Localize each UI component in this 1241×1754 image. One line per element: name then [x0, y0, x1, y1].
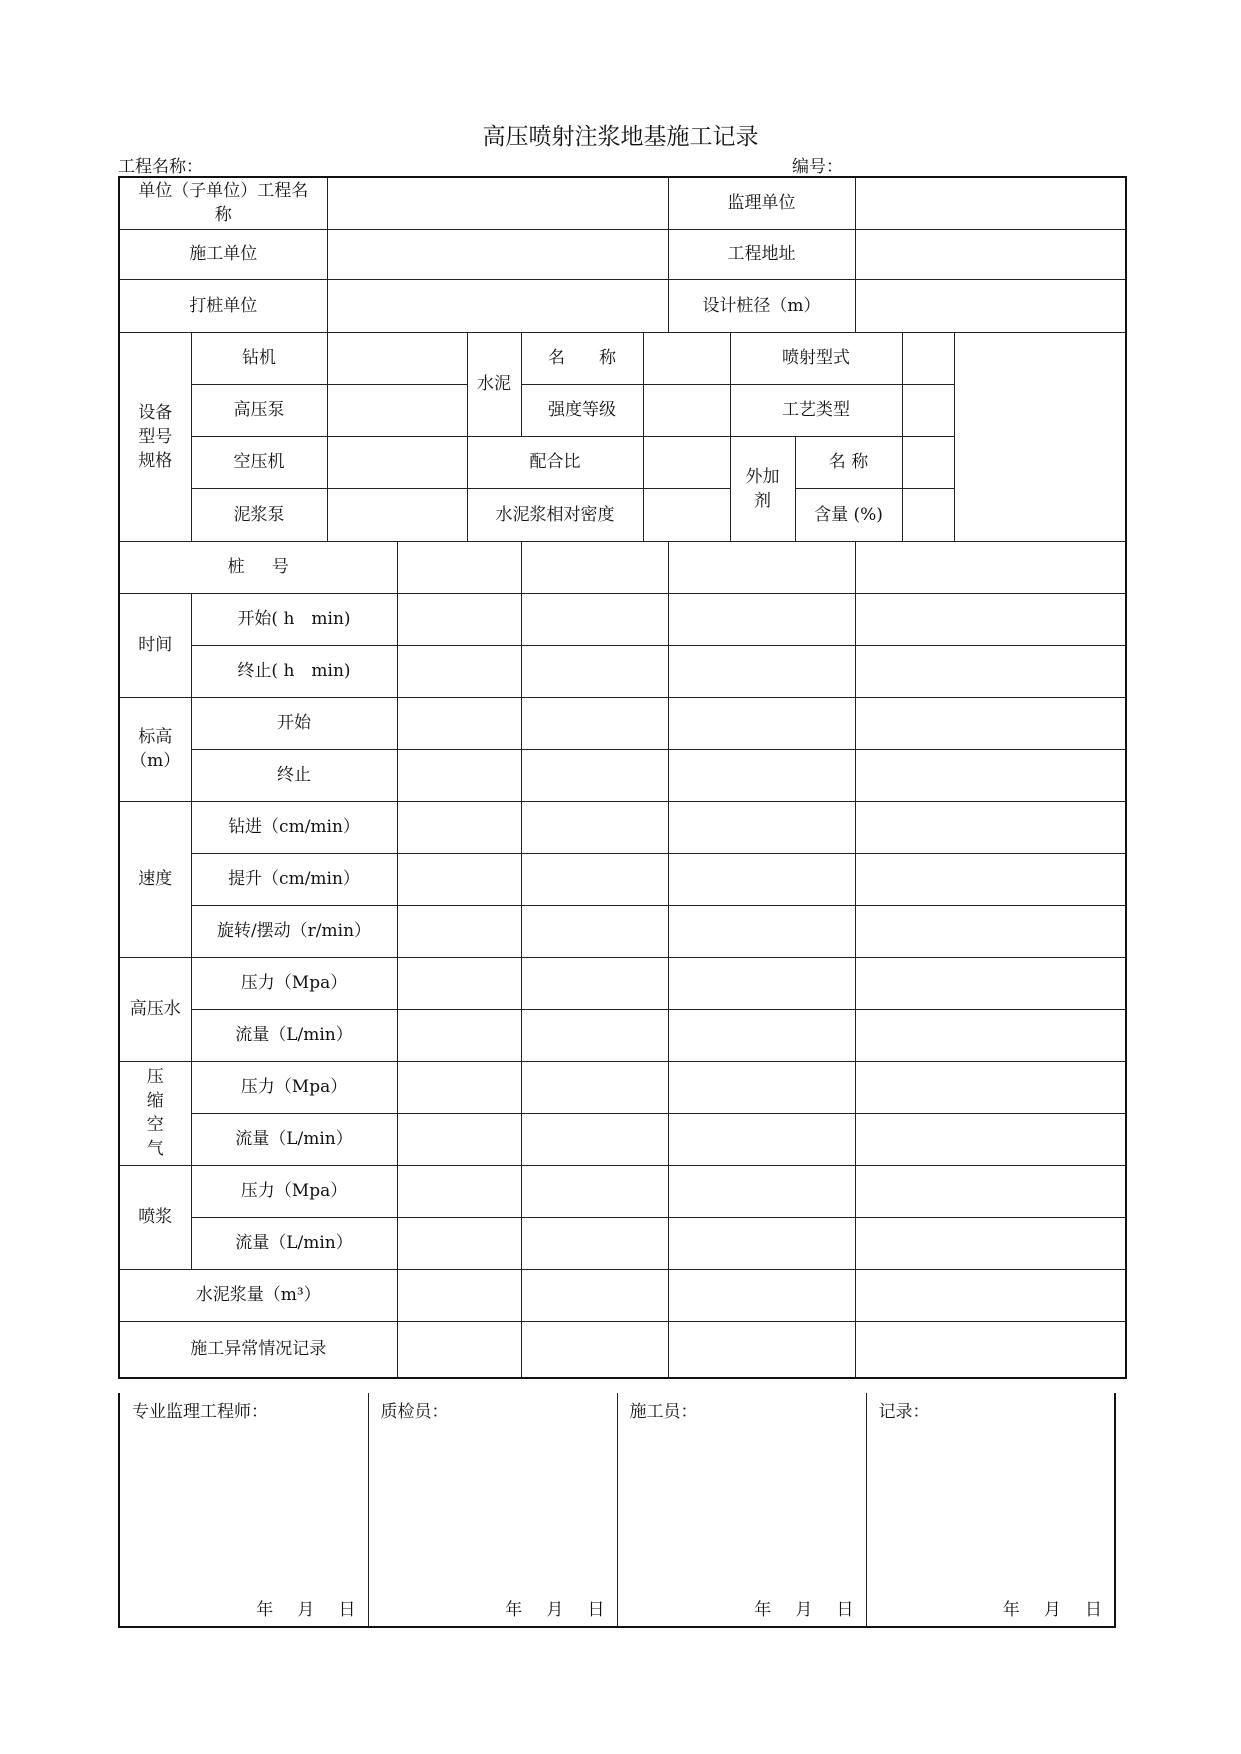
- drill-in-speed-cell-1[interactable]: [397, 801, 521, 853]
- process-type-value[interactable]: [902, 384, 954, 436]
- slurry-volume-cell-1[interactable]: [397, 1269, 521, 1321]
- water-pressure-cell-3[interactable]: [668, 957, 855, 1009]
- piling-unit-label: 打桩单位: [119, 279, 327, 332]
- rotate-speed-label: 旋转/摆动（r/min）: [191, 905, 397, 957]
- drill-label: 钻机: [191, 332, 327, 384]
- water-flow-cell-4[interactable]: [855, 1009, 1126, 1061]
- admixture-content-value[interactable]: [902, 488, 954, 541]
- project-name-label: 工程名称：: [118, 157, 203, 177]
- project-address-value[interactable]: [855, 229, 1126, 279]
- elevation-start-cell-2[interactable]: [521, 697, 668, 749]
- slurry-volume-label: 水泥浆量（m³）: [119, 1269, 397, 1321]
- signature-supervisor[interactable]: [119, 1393, 368, 1627]
- anomaly-record-cell-2[interactable]: [521, 1321, 668, 1378]
- pile-no-cell-2[interactable]: [521, 541, 668, 593]
- jet-type-value[interactable]: [902, 332, 954, 384]
- strength-grade-label: 强度等级: [521, 384, 643, 436]
- admixture-content-label: 含量 (%): [795, 488, 902, 541]
- end-time-cell-3[interactable]: [668, 645, 855, 697]
- slurry-volume-cell-4[interactable]: [855, 1269, 1126, 1321]
- signature-table: [118, 1393, 1116, 1628]
- slurry-volume-cell-3[interactable]: [668, 1269, 855, 1321]
- rotate-speed-cell-3[interactable]: [668, 905, 855, 957]
- supervisor-unit-label: 监理单位: [668, 177, 855, 229]
- drill-value[interactable]: [327, 332, 467, 384]
- air-flow-cell-4[interactable]: [855, 1113, 1126, 1165]
- water-flow-cell-1[interactable]: [397, 1009, 521, 1061]
- rotate-speed-cell-1[interactable]: [397, 905, 521, 957]
- mud-pump-value[interactable]: [327, 488, 467, 541]
- grout-flow-cell-2[interactable]: [521, 1217, 668, 1269]
- construction-unit-label: 施工单位: [119, 229, 327, 279]
- start-time-cell-4[interactable]: [855, 593, 1126, 645]
- grout-flow-cell-1[interactable]: [397, 1217, 521, 1269]
- signature-role: 施工员：: [629, 1402, 698, 1422]
- piling-unit-value[interactable]: [327, 279, 668, 332]
- air-pressure-cell-3[interactable]: [668, 1061, 855, 1113]
- air-flow-cell-1[interactable]: [397, 1113, 521, 1165]
- signature-inspector[interactable]: [368, 1393, 617, 1627]
- elevation-start-cell-4[interactable]: [855, 697, 1126, 749]
- air-pressure-cell-1[interactable]: [397, 1061, 521, 1113]
- air-flow-cell-2[interactable]: [521, 1113, 668, 1165]
- drill-in-speed-label: 钻进（cm/min）: [191, 801, 397, 853]
- start-time-label: 开始( h min): [191, 593, 397, 645]
- grout-group-label: 喷浆: [119, 1165, 191, 1269]
- water-pressure-label: 压力（Mpa）: [191, 957, 397, 1009]
- jet-type-label: 喷射型式: [730, 332, 902, 384]
- slurry-volume-cell-2[interactable]: [521, 1269, 668, 1321]
- design-pile-diameter-value[interactable]: [855, 279, 1126, 332]
- air-flow-cell-3[interactable]: [668, 1113, 855, 1165]
- air-pressure-cell-4[interactable]: [855, 1061, 1126, 1113]
- signature-date: 年 月 日: [256, 1600, 356, 1620]
- end-time-label: 终止( h min): [191, 645, 397, 697]
- signature-date: 年 月 日: [505, 1600, 605, 1620]
- water-flow-label: 流量（L/min）: [191, 1009, 397, 1061]
- process-type-label: 工艺类型: [730, 384, 902, 436]
- grout-pressure-cell-2[interactable]: [521, 1165, 668, 1217]
- mix-ratio-label: 配合比: [467, 436, 643, 488]
- water-flow-cell-2[interactable]: [521, 1009, 668, 1061]
- start-time-cell-1[interactable]: [397, 593, 521, 645]
- drill-in-speed-cell-4[interactable]: [855, 801, 1126, 853]
- elevation-end-cell-3[interactable]: [668, 749, 855, 801]
- hp-pump-label: 高压泵: [191, 384, 327, 436]
- elevation-end-cell-2[interactable]: [521, 749, 668, 801]
- lift-speed-cell-3[interactable]: [668, 853, 855, 905]
- elevation-start-label: 开始: [191, 697, 397, 749]
- grout-flow-cell-3[interactable]: [668, 1217, 855, 1269]
- signature-role: 专业监理工程师：: [132, 1402, 268, 1422]
- supervisor-unit-value[interactable]: [855, 177, 1126, 229]
- unit-project-value[interactable]: [327, 177, 668, 229]
- start-time-cell-2[interactable]: [521, 593, 668, 645]
- water-pressure-cell-1[interactable]: [397, 957, 521, 1009]
- grout-flow-label: 流量（L/min）: [191, 1217, 397, 1269]
- compressed-air-group-label: 压缩空气: [119, 1061, 191, 1165]
- elevation-start-cell-1[interactable]: [397, 697, 521, 749]
- drill-in-speed-cell-3[interactable]: [668, 801, 855, 853]
- record-number-label: 编号：: [792, 157, 843, 177]
- signature-date: 年 月 日: [754, 1600, 854, 1620]
- construction-unit-value[interactable]: [327, 229, 668, 279]
- lift-speed-label: 提升（cm/min）: [191, 853, 397, 905]
- anomaly-record-cell-4[interactable]: [855, 1321, 1126, 1378]
- end-time-cell-1[interactable]: [397, 645, 521, 697]
- signature-role: 记录：: [878, 1402, 930, 1422]
- elevation-start-cell-3[interactable]: [668, 697, 855, 749]
- elevation-end-cell-1[interactable]: [397, 749, 521, 801]
- elevation-end-label: 终止: [191, 749, 397, 801]
- water-pressure-cell-2[interactable]: [521, 957, 668, 1009]
- equipment-group-label: 设备型号规格: [119, 332, 191, 541]
- air-compressor-label: 空压机: [191, 436, 327, 488]
- grout-pressure-cell-4[interactable]: [855, 1165, 1126, 1217]
- elevation-group-label: 标高（m）: [119, 697, 191, 801]
- start-time-cell-3[interactable]: [668, 593, 855, 645]
- drill-in-speed-cell-2[interactable]: [521, 801, 668, 853]
- lift-speed-cell-4[interactable]: [855, 853, 1126, 905]
- air-pressure-label: 压力（Mpa）: [191, 1061, 397, 1113]
- lift-speed-cell-1[interactable]: [397, 853, 521, 905]
- construction-record-table: [118, 176, 1127, 1379]
- grout-pressure-cell-3[interactable]: [668, 1165, 855, 1217]
- pile-no-cell-4[interactable]: [855, 541, 1126, 593]
- signature-role: 质检员：: [380, 1402, 449, 1422]
- air-flow-label: 流量（L/min）: [191, 1113, 397, 1165]
- unit-project-label: 单位（子单位）工程名称: [119, 177, 327, 229]
- rotate-speed-cell-2[interactable]: [521, 905, 668, 957]
- admixture-name-label: 名 称: [795, 436, 902, 488]
- anomaly-record-label: 施工异常情况记录: [119, 1321, 397, 1378]
- rotate-speed-cell-4[interactable]: [855, 905, 1126, 957]
- elevation-end-cell-4[interactable]: [855, 749, 1126, 801]
- cement-name-label: 名 称: [521, 332, 643, 384]
- page-title: 高压喷射注浆地基施工记录: [482, 124, 759, 150]
- project-address-label: 工程地址: [668, 229, 855, 279]
- signature-builder[interactable]: [617, 1393, 866, 1627]
- air-pressure-cell-2[interactable]: [521, 1061, 668, 1113]
- water-pressure-cell-4[interactable]: [855, 957, 1126, 1009]
- grout-pressure-cell-1[interactable]: [397, 1165, 521, 1217]
- air-compressor-value[interactable]: [327, 436, 467, 488]
- end-time-cell-2[interactable]: [521, 645, 668, 697]
- slurry-density-value[interactable]: [643, 488, 730, 541]
- hp-pump-value[interactable]: [327, 384, 467, 436]
- signature-recorder[interactable]: [866, 1393, 1115, 1627]
- admixture-label: 外加剂: [730, 436, 795, 541]
- slurry-density-label: 水泥浆相对密度: [467, 488, 643, 541]
- lift-speed-cell-2[interactable]: [521, 853, 668, 905]
- cement-label: 水泥: [467, 332, 521, 436]
- anomaly-record-cell-1[interactable]: [397, 1321, 521, 1378]
- time-group-label: 时间: [119, 593, 191, 697]
- speed-group-label: 速度: [119, 801, 191, 957]
- mud-pump-label: 泥浆泵: [191, 488, 327, 541]
- grout-flow-cell-4[interactable]: [855, 1217, 1126, 1269]
- grout-pressure-label: 压力（Mpa）: [191, 1165, 397, 1217]
- admixture-name-value[interactable]: [902, 436, 954, 488]
- hp-water-group-label: 高压水: [119, 957, 191, 1061]
- water-flow-cell-3[interactable]: [668, 1009, 855, 1061]
- strength-grade-value[interactable]: [643, 384, 730, 436]
- design-pile-diameter-label: 设计桩径（m）: [668, 279, 855, 332]
- pile-no-cell-1[interactable]: [397, 541, 521, 593]
- mix-ratio-value[interactable]: [643, 436, 730, 488]
- cement-name-value[interactable]: [643, 332, 730, 384]
- anomaly-record-cell-3[interactable]: [668, 1321, 855, 1378]
- signature-date: 年 月 日: [1002, 1600, 1102, 1620]
- pile-no-cell-3[interactable]: [668, 541, 855, 593]
- pile-no-label: 桩号: [119, 541, 397, 593]
- end-time-cell-4[interactable]: [855, 645, 1126, 697]
